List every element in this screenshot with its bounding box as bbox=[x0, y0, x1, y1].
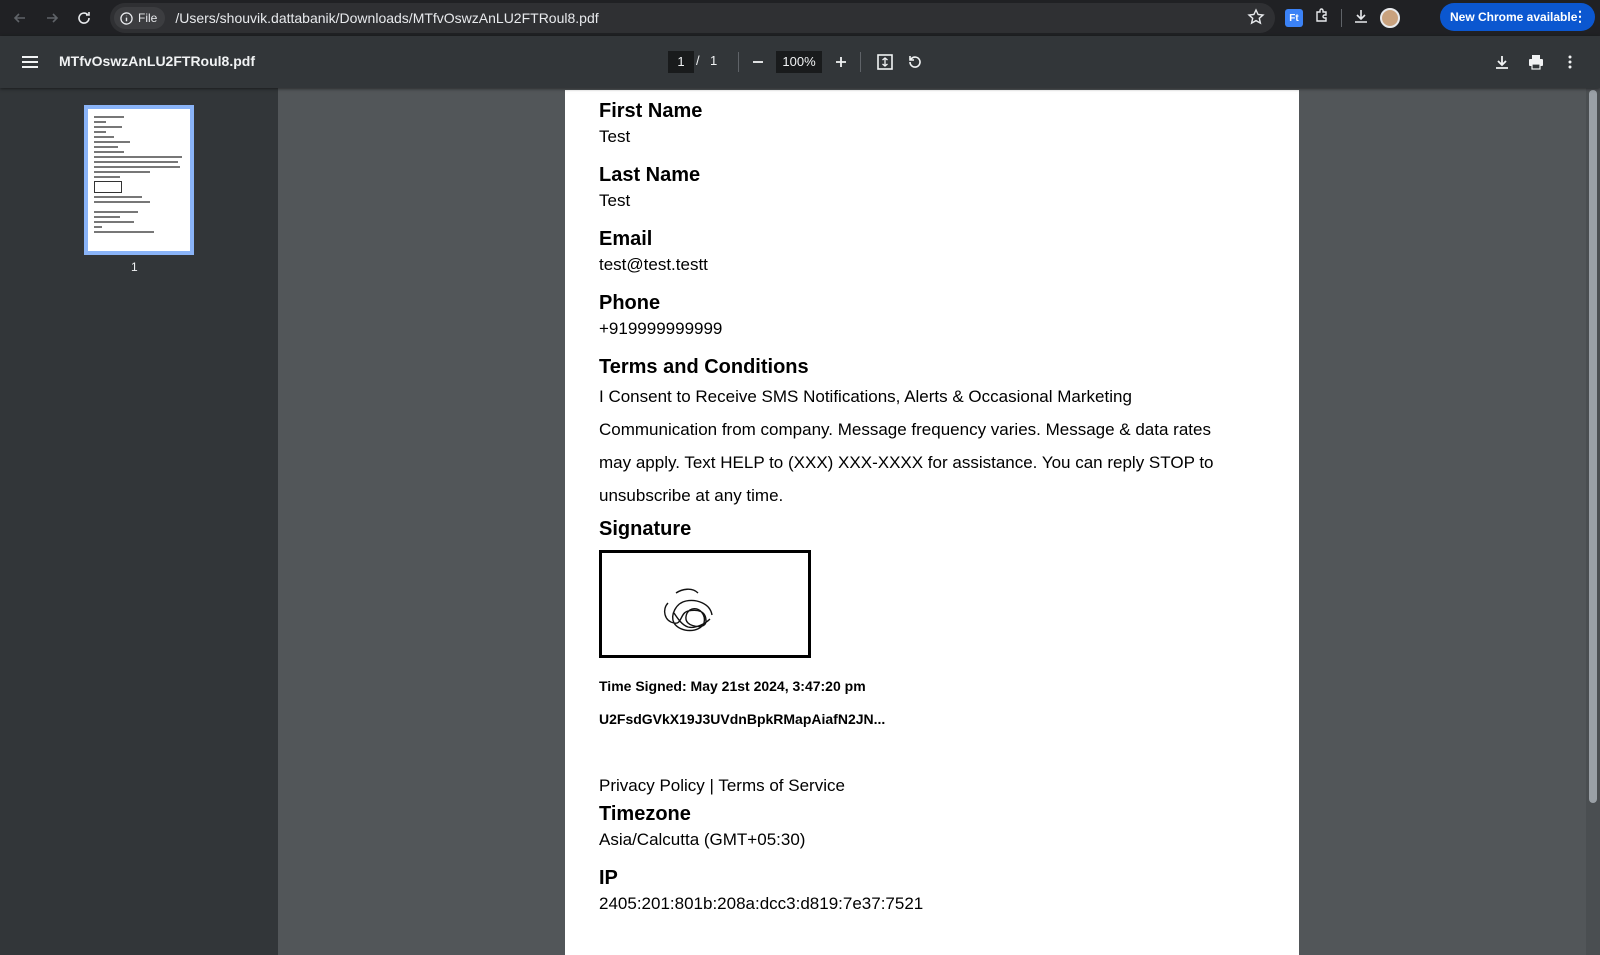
scrollbar-thumb[interactable] bbox=[1589, 90, 1597, 803]
thumbnail-preview bbox=[94, 113, 184, 233]
info-icon bbox=[120, 12, 133, 25]
print-button[interactable] bbox=[1524, 50, 1548, 74]
thumbnail-signature bbox=[94, 181, 122, 193]
last-name-value: Test bbox=[599, 191, 631, 210]
update-label: New Chrome available bbox=[1450, 10, 1578, 24]
new-chrome-available-button[interactable] bbox=[1440, 3, 1595, 31]
timezone-label: Timezone bbox=[599, 803, 691, 825]
file-chip-label: File bbox=[138, 11, 158, 25]
first-name-value: Test bbox=[599, 127, 631, 146]
thumbnail-sidebar bbox=[0, 88, 278, 955]
pdf-viewer[interactable] bbox=[278, 88, 1600, 955]
more-actions-button[interactable] bbox=[1558, 50, 1582, 74]
back-arrow-icon bbox=[12, 10, 28, 26]
terms-label: Terms and Conditions bbox=[599, 356, 809, 378]
first-name-label: First Name bbox=[599, 100, 703, 122]
signature-scribble bbox=[646, 573, 726, 643]
vertical-scrollbar[interactable] bbox=[1586, 88, 1600, 955]
minus-icon bbox=[750, 54, 766, 70]
vertical-dots-icon bbox=[1561, 53, 1579, 71]
zoom-level-input[interactable]: 100% bbox=[776, 51, 822, 73]
pdf-page bbox=[565, 90, 1299, 955]
site-info-chip[interactable] bbox=[114, 7, 165, 29]
document-title: MTfvOswzAnLU2FTRoul8.pdf bbox=[59, 53, 255, 69]
time-signed: Time Signed: May 21st 2024, 3:47:20 pm bbox=[599, 678, 866, 694]
timezone-value: Asia/Calcutta (GMT+05:30) bbox=[599, 830, 806, 849]
forward-button[interactable] bbox=[36, 4, 68, 32]
printer-icon bbox=[1527, 53, 1545, 71]
email-label: Email bbox=[599, 228, 653, 250]
forward-arrow-icon bbox=[44, 10, 60, 26]
toolbar-icons bbox=[1285, 0, 1400, 36]
page-thumbnail[interactable] bbox=[84, 105, 194, 255]
phone-value: +919999999999 bbox=[599, 319, 723, 338]
ip-label: IP bbox=[599, 867, 618, 889]
toolbar-divider bbox=[738, 52, 739, 72]
profile-avatar[interactable] bbox=[1380, 8, 1400, 28]
browser-toolbar bbox=[0, 0, 1600, 36]
page-separator: / bbox=[696, 53, 700, 68]
page-total: 1 bbox=[710, 53, 718, 68]
bookmark-star-icon[interactable] bbox=[1247, 8, 1265, 31]
url-text: /Users/shouvik.dattabanik/Downloads/MTfvOswzAnLU2FTRoul8.pdf bbox=[175, 10, 599, 26]
page-number-input[interactable]: 1 bbox=[668, 51, 694, 73]
page-content bbox=[599, 98, 1279, 929]
fit-page-icon bbox=[876, 53, 894, 71]
signature-box bbox=[599, 550, 811, 658]
email-value: test@test.testt bbox=[599, 255, 708, 274]
toolbar-divider bbox=[1341, 9, 1342, 27]
footer-links: Privacy Policy | Terms of Service bbox=[599, 776, 845, 795]
fit-to-page-button[interactable] bbox=[873, 50, 897, 74]
extensions-puzzle-icon[interactable] bbox=[1313, 7, 1331, 30]
pdf-toolbar bbox=[0, 36, 1600, 88]
rotate-button[interactable] bbox=[903, 50, 927, 74]
ip-value: 2405:201:801b:208a:dcc3:d819:7e37:7521 bbox=[599, 894, 924, 913]
address-bar[interactable] bbox=[110, 3, 1275, 33]
downloads-icon[interactable] bbox=[1352, 7, 1370, 30]
last-name-label: Last Name bbox=[599, 164, 701, 186]
chrome-menu-icon[interactable]: ⋮ bbox=[1573, 8, 1587, 24]
plus-icon bbox=[833, 54, 849, 70]
back-button[interactable] bbox=[4, 4, 36, 32]
signature-hash: U2FsdGVkX19J3UVdnBpkRMapAiafN2JN... bbox=[599, 711, 886, 727]
sidebar-toggle-button[interactable] bbox=[18, 50, 42, 74]
reload-button[interactable] bbox=[68, 4, 100, 32]
zoom-in-button[interactable] bbox=[829, 50, 853, 74]
hamburger-menu-icon bbox=[18, 50, 42, 74]
download-icon bbox=[1493, 53, 1511, 71]
toolbar-divider bbox=[860, 52, 861, 72]
extension-ft-icon[interactable]: Ft bbox=[1285, 9, 1303, 27]
phone-label: Phone bbox=[599, 292, 661, 314]
signature-label: Signature bbox=[599, 518, 692, 540]
rotate-counterclockwise-icon bbox=[906, 53, 924, 71]
zoom-out-button[interactable] bbox=[746, 50, 770, 74]
download-button[interactable] bbox=[1490, 50, 1514, 74]
reload-icon bbox=[76, 10, 92, 26]
thumbnail-page-number: 1 bbox=[131, 260, 138, 274]
terms-text: I Consent to Receive SMS Notifications, Alerts & Occasional Marketing Communication from company. Message frequency varies. Message & data rates may apply. Text HELP to (XXX) XXX-XXXX for assistance. You can reply STOP to unsubscribe at any time. bbox=[599, 387, 1214, 505]
